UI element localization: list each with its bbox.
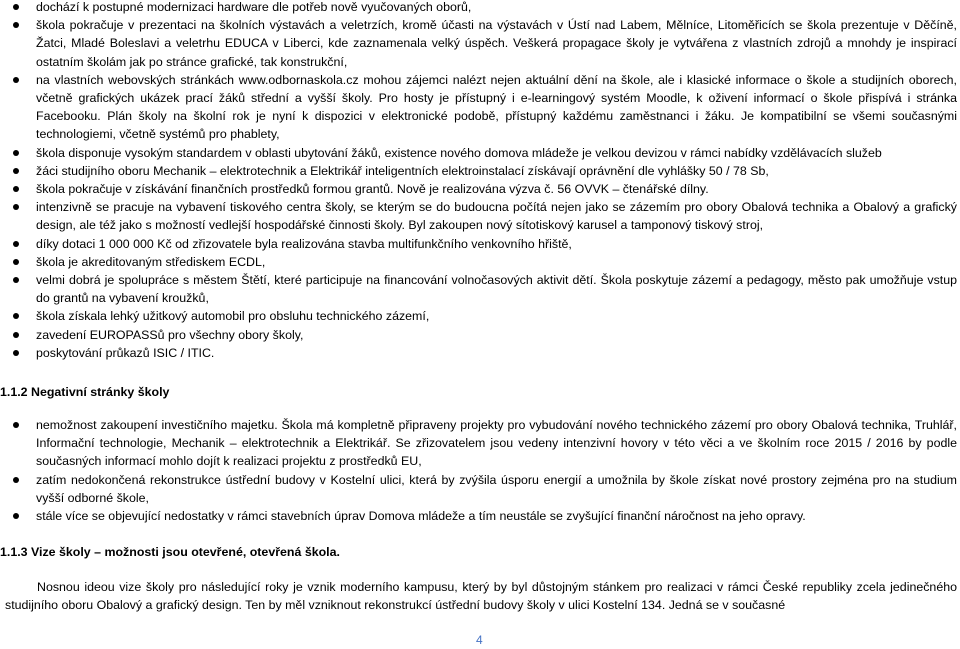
- vision-paragraph: Nosnou ideou vize školy pro následující roky je vznik moderního kampusu, který by byl důstojným stánkem pro realizaci v rámci České republiky zcela jedinečného studijního oboru Obalový a grafický design. Ten by měl vzniknout rekonstrukcí ústřední budovy školy v ulici Kostelní 134. Jedná se v současné: [5, 580, 957, 613]
- list-item: na vlastních webovských stránkách www.odbornaskola.cz mohou zájemci nalézt nejen aktuální dění na škole, ale i klasické informace o škole a studijních oborech, včetně grafických ukázek prací žáků střední a vyšší školy. Pro hosty je přístupný i e-learningový systém Moodle, k oživení informací o škole přispívá i stránka Facebooku. Plán školy na školní rok je nyní k dispozici v elektronické podobě, přístupný každému zaměstnanci i žáku. Je kompatibilní se všemi současnými technologiemi, včetně systémů pro phablety,: [0, 71, 960, 144]
- list-item: poskytování průkazů ISIC / ITIC.: [0, 344, 960, 362]
- list-item: intenzivně se pracuje na vybavení tiskového centra školy, se kterým se do budoucna počítá nejen jako se zázemím pro obory Obalová technika a Obalový a grafický design, ale též jako s možností vedlejší hospodářské činnosti školy. Byl zakoupen nový sítotiskový karusel a tamponový tiskový stroj,: [0, 198, 960, 234]
- list-item: velmi dobrá je spolupráce s městem Štětí, které participuje na financování volnočasových aktivit dětí. Škola poskytuje zázemí a pedagogy, město pak umožňuje vstup do grantů na vybavení kroužků,: [0, 271, 960, 307]
- list-item: zatím nedokončená rekonstrukce ústřední budovy v Kostelní ulici, která by zvýšila úsporu energií a umožnila by škole získat nové prostory zejména pro na studium vyšší odborné škole,: [0, 471, 960, 507]
- negative-points-list: [0, 416, 960, 525]
- section-heading-negative: 1.1.2 Negativní stránky školy: [0, 385, 170, 399]
- list-item: škola pokračuje v prezentaci na školních výstavách a veletrzích, kromě účasti na výstavách v Ústí nad Labem, Mělníce, Litoměřicích se škola prezentuje v Děčíně, Žatci, Mladé Boleslavi a veletrhu EDUCA v Liberci, kde zaznamenala velký úspěch. Veškerá propagace školy je vytvářena z vlastních zdrojů a mnohdy je inspirací ostatním školám jak po stránce grafické, tak konstrukční,: [0, 16, 960, 71]
- list-item: dochází k postupné modernizaci hardware dle potřeb nově vyučovaných oborů,: [0, 0, 960, 16]
- section-heading-vision: 1.1.3 Vize školy – možnosti jsou otevřené, otevřená škola.: [0, 545, 340, 559]
- page-number: 4: [476, 633, 483, 647]
- list-item: žáci studijního oboru Mechanik – elektrotechnik a Elektrikář inteligentních elektroinstalací získávají oprávnění dle vyhlášky 50 / 78 Sb,: [0, 162, 960, 180]
- list-item: díky dotaci 1 000 000 Kč od zřizovatele byla realizována stavba multifunkčního venkovního hřiště,: [0, 235, 960, 253]
- list-item: škola disponuje vysokým standardem v oblasti ubytování žáků, existence nového domova mládeže je velkou devizou v rámci nabídky vzdělávacích služeb: [0, 144, 960, 162]
- list-item: škola získala lehký užitkový automobil pro obsluhu technického zázemí,: [0, 307, 960, 325]
- list-item: nemožnost zakoupení investičního majetku. Škola má kompletně připraveny projekty pro vybudování nového technického zázemí pro obory Obalová technika, Truhlář, Informační technologie, Mechanik – elektrotechnik a Elektrikář. Se zřizovatelem jsou vedeny intenzivní hovory v této věci a ve školním roce 2015 / 2016 by podle současných informací mohlo dojít k realizaci projektu z prostředků EU,: [0, 416, 960, 471]
- list-item: škola pokračuje v získávání finančních prostředků formou grantů. Nově je realizována výzva č. 56 OVVK – čtenářské dílny.: [0, 180, 960, 198]
- list-item: zavedení EUROPASSů pro všechny obory školy,: [0, 326, 960, 344]
- list-item: škola je akreditovaným střediskem ECDL,: [0, 253, 960, 271]
- list-item: stále více se objevující nedostatky v rámci stavebních úprav Domova mládeže a tím neustále se zvyšující finanční náročnost na jeho opravy.: [0, 507, 960, 525]
